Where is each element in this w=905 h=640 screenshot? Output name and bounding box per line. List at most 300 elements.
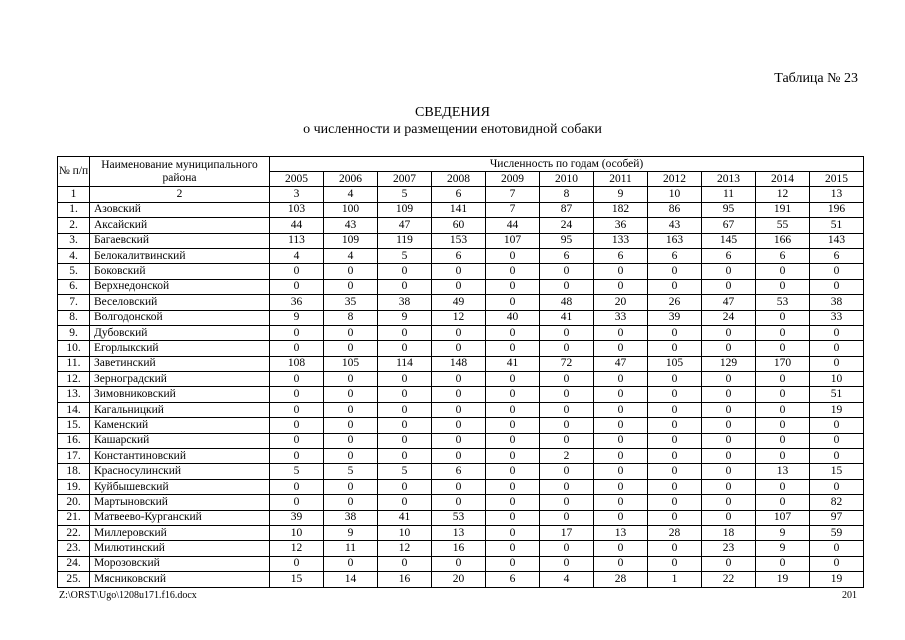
district-name: Мясниковский [90, 572, 270, 587]
count-cell: 107 [486, 233, 540, 248]
count-cell: 16 [432, 541, 486, 556]
count-cell: 16 [378, 572, 432, 587]
count-cell: 82 [810, 495, 864, 510]
count-cell: 9 [270, 310, 324, 325]
count-cell: 5 [378, 248, 432, 263]
count-cell: 0 [702, 279, 756, 294]
count-cell: 12 [378, 541, 432, 556]
row-number: 14. [58, 402, 90, 417]
count-cell: 145 [702, 233, 756, 248]
count-cell: 0 [540, 495, 594, 510]
count-cell: 1 [648, 572, 702, 587]
count-cell: 0 [540, 541, 594, 556]
header-district-name: Наименование муниципального района [90, 157, 270, 187]
count-cell: 0 [270, 341, 324, 356]
count-cell: 0 [594, 495, 648, 510]
count-cell: 0 [594, 464, 648, 479]
header-year: 2012 [648, 172, 702, 187]
count-cell: 0 [648, 387, 702, 402]
table-row [58, 341, 864, 356]
count-cell: 59 [810, 525, 864, 540]
row-number: 22. [58, 525, 90, 540]
count-cell: 0 [702, 464, 756, 479]
footer-page-number: 201 [842, 590, 857, 601]
count-cell: 95 [702, 202, 756, 217]
count-cell: 0 [540, 510, 594, 525]
count-cell: 0 [810, 556, 864, 571]
count-cell: 0 [810, 356, 864, 371]
count-cell: 10 [810, 372, 864, 387]
count-cell: 0 [648, 495, 702, 510]
count-cell: 0 [378, 402, 432, 417]
count-cell: 0 [648, 433, 702, 448]
count-cell: 191 [756, 202, 810, 217]
count-cell: 0 [648, 556, 702, 571]
count-cell: 19 [810, 572, 864, 587]
count-cell: 153 [432, 233, 486, 248]
district-name: Куйбышевский [90, 479, 270, 494]
count-cell: 0 [756, 310, 810, 325]
count-cell: 0 [486, 325, 540, 340]
count-cell: 13 [756, 464, 810, 479]
count-cell: 39 [648, 310, 702, 325]
count-cell: 0 [270, 387, 324, 402]
count-cell: 0 [486, 402, 540, 417]
count-cell: 0 [486, 495, 540, 510]
row-number: 8. [58, 310, 90, 325]
count-cell: 53 [756, 295, 810, 310]
count-cell: 0 [594, 325, 648, 340]
count-cell: 0 [810, 541, 864, 556]
district-name: Зимовниковский [90, 387, 270, 402]
count-cell: 4 [324, 248, 378, 263]
column-number-cell: 4 [324, 187, 378, 202]
count-cell: 33 [594, 310, 648, 325]
count-cell: 13 [432, 525, 486, 540]
row-number: 20. [58, 495, 90, 510]
count-cell: 6 [432, 464, 486, 479]
header-year: 2005 [270, 172, 324, 187]
district-name: Миллеровский [90, 525, 270, 540]
document-heading [0, 104, 905, 138]
count-cell: 0 [486, 295, 540, 310]
count-cell: 0 [486, 510, 540, 525]
count-cell: 143 [810, 233, 864, 248]
count-cell: 0 [432, 479, 486, 494]
row-number: 13. [58, 387, 90, 402]
count-cell: 6 [702, 248, 756, 263]
district-name: Милютинский [90, 541, 270, 556]
count-cell: 119 [378, 233, 432, 248]
count-cell: 0 [540, 387, 594, 402]
count-cell: 5 [378, 464, 432, 479]
count-cell: 0 [486, 341, 540, 356]
count-cell: 0 [324, 341, 378, 356]
count-cell: 44 [270, 218, 324, 233]
district-name: Константиновский [90, 449, 270, 464]
count-cell: 105 [648, 356, 702, 371]
row-number: 9. [58, 325, 90, 340]
count-cell: 0 [432, 387, 486, 402]
district-name: Багаевский [90, 233, 270, 248]
count-cell: 0 [378, 495, 432, 510]
count-cell: 0 [324, 402, 378, 417]
count-cell: 0 [324, 495, 378, 510]
count-cell: 0 [270, 433, 324, 448]
table-row [58, 556, 864, 571]
column-number-cell: 9 [594, 187, 648, 202]
count-cell: 0 [540, 433, 594, 448]
count-cell: 5 [270, 464, 324, 479]
count-cell: 0 [648, 541, 702, 556]
count-cell: 0 [756, 479, 810, 494]
count-cell: 6 [648, 248, 702, 263]
table-row [58, 402, 864, 417]
count-cell: 0 [270, 556, 324, 571]
count-cell: 0 [270, 372, 324, 387]
count-cell: 0 [432, 279, 486, 294]
count-cell: 38 [378, 295, 432, 310]
count-cell: 0 [378, 279, 432, 294]
header-number: № п/п [58, 157, 90, 187]
table-body [58, 202, 864, 587]
count-cell: 18 [702, 525, 756, 540]
count-cell: 44 [486, 218, 540, 233]
count-cell: 0 [324, 279, 378, 294]
count-cell: 0 [324, 433, 378, 448]
row-number: 17. [58, 449, 90, 464]
table-row [58, 541, 864, 556]
count-cell: 0 [486, 264, 540, 279]
count-cell: 196 [810, 202, 864, 217]
count-cell: 0 [756, 495, 810, 510]
count-cell: 0 [540, 556, 594, 571]
count-cell: 60 [432, 218, 486, 233]
count-cell: 48 [540, 295, 594, 310]
count-cell: 24 [702, 310, 756, 325]
row-number: 7. [58, 295, 90, 310]
count-cell: 6 [432, 248, 486, 263]
count-cell: 0 [702, 402, 756, 417]
column-number-cell: 2 [90, 187, 270, 202]
count-cell: 0 [756, 279, 810, 294]
count-cell: 0 [324, 479, 378, 494]
count-cell: 100 [324, 202, 378, 217]
count-cell: 5 [324, 464, 378, 479]
count-cell: 0 [432, 418, 486, 433]
district-name: Красносулинский [90, 464, 270, 479]
count-cell: 33 [810, 310, 864, 325]
table-row [58, 495, 864, 510]
count-cell: 6 [810, 248, 864, 263]
district-name: Заветинский [90, 356, 270, 371]
document-subtitle: о численности и размещении енотовидной собаки [303, 122, 602, 137]
count-cell: 0 [378, 433, 432, 448]
header-year: 2008 [432, 172, 486, 187]
count-cell: 23 [702, 541, 756, 556]
count-cell: 0 [702, 372, 756, 387]
column-number-cell: 10 [648, 187, 702, 202]
count-cell: 0 [594, 556, 648, 571]
count-cell: 0 [432, 556, 486, 571]
table-row [58, 356, 864, 371]
count-cell: 133 [594, 233, 648, 248]
district-name: Азовский [90, 202, 270, 217]
header-year: 2015 [810, 172, 864, 187]
count-cell: 0 [594, 449, 648, 464]
header-year: 2013 [702, 172, 756, 187]
table-row [58, 418, 864, 433]
column-number-cell: 6 [432, 187, 486, 202]
count-cell: 0 [486, 433, 540, 448]
district-name: Дубовский [90, 325, 270, 340]
count-cell: 107 [756, 510, 810, 525]
count-cell: 38 [810, 295, 864, 310]
row-number: 3. [58, 233, 90, 248]
column-number-cell: 1 [58, 187, 90, 202]
header-year: 2009 [486, 172, 540, 187]
table-row [58, 264, 864, 279]
district-name: Верхнедонской [90, 279, 270, 294]
count-cell: 0 [756, 325, 810, 340]
count-cell: 0 [270, 449, 324, 464]
count-cell: 97 [810, 510, 864, 525]
count-cell: 39 [270, 510, 324, 525]
count-cell: 0 [486, 248, 540, 263]
count-cell: 0 [324, 372, 378, 387]
count-cell: 15 [270, 572, 324, 587]
count-cell: 51 [810, 218, 864, 233]
count-cell: 0 [594, 510, 648, 525]
count-cell: 6 [594, 248, 648, 263]
count-cell: 108 [270, 356, 324, 371]
count-cell: 22 [702, 572, 756, 587]
row-number: 19. [58, 479, 90, 494]
count-cell: 0 [756, 372, 810, 387]
count-cell: 0 [810, 418, 864, 433]
count-cell: 0 [486, 372, 540, 387]
count-cell: 36 [594, 218, 648, 233]
count-cell: 6 [756, 248, 810, 263]
count-cell: 0 [810, 325, 864, 340]
row-number: 2. [58, 218, 90, 233]
count-cell: 47 [702, 295, 756, 310]
count-cell: 43 [648, 218, 702, 233]
count-cell: 129 [702, 356, 756, 371]
count-cell: 0 [756, 264, 810, 279]
count-cell: 0 [702, 510, 756, 525]
count-cell: 0 [648, 449, 702, 464]
count-cell: 0 [270, 479, 324, 494]
district-name: Белокалитвинский [90, 248, 270, 263]
row-number: 5. [58, 264, 90, 279]
count-cell: 53 [432, 510, 486, 525]
district-name: Кагальницкий [90, 402, 270, 417]
count-cell: 0 [594, 264, 648, 279]
count-cell: 0 [756, 433, 810, 448]
row-number: 6. [58, 279, 90, 294]
count-cell: 0 [378, 264, 432, 279]
count-cell: 11 [324, 541, 378, 556]
count-cell: 0 [540, 264, 594, 279]
count-cell: 40 [486, 310, 540, 325]
count-cell: 0 [486, 387, 540, 402]
count-cell: 0 [810, 279, 864, 294]
count-cell: 114 [378, 356, 432, 371]
count-cell: 0 [432, 264, 486, 279]
row-number: 23. [58, 541, 90, 556]
header-counts-by-year: Численность по годам (особей) [270, 157, 864, 172]
count-cell: 0 [270, 325, 324, 340]
count-cell: 19 [810, 402, 864, 417]
count-cell: 0 [702, 556, 756, 571]
count-cell: 182 [594, 202, 648, 217]
count-cell: 0 [810, 433, 864, 448]
count-cell: 0 [378, 341, 432, 356]
count-cell: 0 [810, 449, 864, 464]
count-cell: 41 [486, 356, 540, 371]
count-cell: 0 [756, 449, 810, 464]
row-number: 4. [58, 248, 90, 263]
table-row [58, 449, 864, 464]
count-cell: 0 [594, 433, 648, 448]
count-cell: 0 [540, 325, 594, 340]
count-cell: 87 [540, 202, 594, 217]
count-cell: 0 [486, 279, 540, 294]
column-number-cell: 12 [756, 187, 810, 202]
table-row [58, 525, 864, 540]
count-cell: 0 [594, 341, 648, 356]
count-cell: 0 [378, 372, 432, 387]
row-number: 25. [58, 572, 90, 587]
count-cell: 4 [540, 572, 594, 587]
row-number: 12. [58, 372, 90, 387]
count-cell: 20 [594, 295, 648, 310]
count-cell: 163 [648, 233, 702, 248]
count-cell: 166 [756, 233, 810, 248]
count-cell: 0 [432, 372, 486, 387]
count-cell: 109 [378, 202, 432, 217]
document-title: СВЕДЕНИЯ [415, 105, 490, 120]
count-cell: 47 [378, 218, 432, 233]
count-cell: 9 [324, 525, 378, 540]
row-number: 10. [58, 341, 90, 356]
count-cell: 148 [432, 356, 486, 371]
table-row [58, 202, 864, 217]
count-cell: 24 [540, 218, 594, 233]
count-cell: 0 [378, 556, 432, 571]
count-cell: 0 [594, 279, 648, 294]
count-cell: 0 [324, 449, 378, 464]
count-cell: 0 [540, 479, 594, 494]
district-name: Зерноградский [90, 372, 270, 387]
count-cell: 72 [540, 356, 594, 371]
population-table [57, 156, 864, 588]
count-cell: 0 [648, 418, 702, 433]
table-row [58, 510, 864, 525]
count-cell: 0 [810, 479, 864, 494]
count-cell: 12 [270, 541, 324, 556]
district-name: Морозовский [90, 556, 270, 571]
count-cell: 0 [432, 402, 486, 417]
count-cell: 2 [540, 449, 594, 464]
count-cell: 9 [756, 541, 810, 556]
count-cell: 0 [702, 387, 756, 402]
count-cell: 0 [486, 464, 540, 479]
table-row [58, 372, 864, 387]
count-cell: 7 [486, 202, 540, 217]
header-year: 2006 [324, 172, 378, 187]
count-cell: 17 [540, 525, 594, 540]
header-year: 2014 [756, 172, 810, 187]
row-number: 24. [58, 556, 90, 571]
count-cell: 0 [432, 325, 486, 340]
table-row [58, 572, 864, 587]
count-cell: 0 [594, 541, 648, 556]
header-year: 2007 [378, 172, 432, 187]
count-cell: 0 [810, 341, 864, 356]
count-cell: 0 [270, 402, 324, 417]
count-cell: 36 [270, 295, 324, 310]
count-cell: 0 [540, 464, 594, 479]
count-cell: 0 [270, 418, 324, 433]
district-name: Боковский [90, 264, 270, 279]
table-row [58, 233, 864, 248]
count-cell: 0 [432, 495, 486, 510]
table-row [58, 464, 864, 479]
count-cell: 0 [648, 479, 702, 494]
count-cell: 0 [594, 372, 648, 387]
count-cell: 35 [324, 295, 378, 310]
count-cell: 0 [486, 541, 540, 556]
column-number-cell: 7 [486, 187, 540, 202]
count-cell: 0 [648, 402, 702, 417]
count-cell: 0 [540, 402, 594, 417]
count-cell: 0 [594, 387, 648, 402]
footer-file-path: Z:\ORST\Ugo\1208u171.f16.docx [59, 590, 197, 601]
count-cell: 0 [540, 418, 594, 433]
count-cell: 0 [648, 510, 702, 525]
count-cell: 0 [486, 449, 540, 464]
count-cell: 141 [432, 202, 486, 217]
table-number: Таблица № 23 [774, 71, 858, 86]
count-cell: 0 [324, 325, 378, 340]
count-cell: 9 [756, 525, 810, 540]
count-cell: 43 [324, 218, 378, 233]
count-cell: 15 [810, 464, 864, 479]
district-name: Веселовский [90, 295, 270, 310]
row-number: 1. [58, 202, 90, 217]
table-row [58, 479, 864, 494]
count-cell: 0 [756, 418, 810, 433]
row-number: 11. [58, 356, 90, 371]
count-cell: 0 [270, 279, 324, 294]
district-name: Егорлыкский [90, 341, 270, 356]
column-number-cell: 13 [810, 187, 864, 202]
count-cell: 41 [540, 310, 594, 325]
count-cell: 0 [702, 264, 756, 279]
count-cell: 0 [270, 264, 324, 279]
count-cell: 0 [648, 325, 702, 340]
row-number: 15. [58, 418, 90, 433]
count-cell: 0 [648, 464, 702, 479]
count-cell: 14 [324, 572, 378, 587]
count-cell: 0 [702, 479, 756, 494]
count-cell: 0 [756, 556, 810, 571]
count-cell: 0 [756, 387, 810, 402]
table-row [58, 295, 864, 310]
count-cell: 19 [756, 572, 810, 587]
